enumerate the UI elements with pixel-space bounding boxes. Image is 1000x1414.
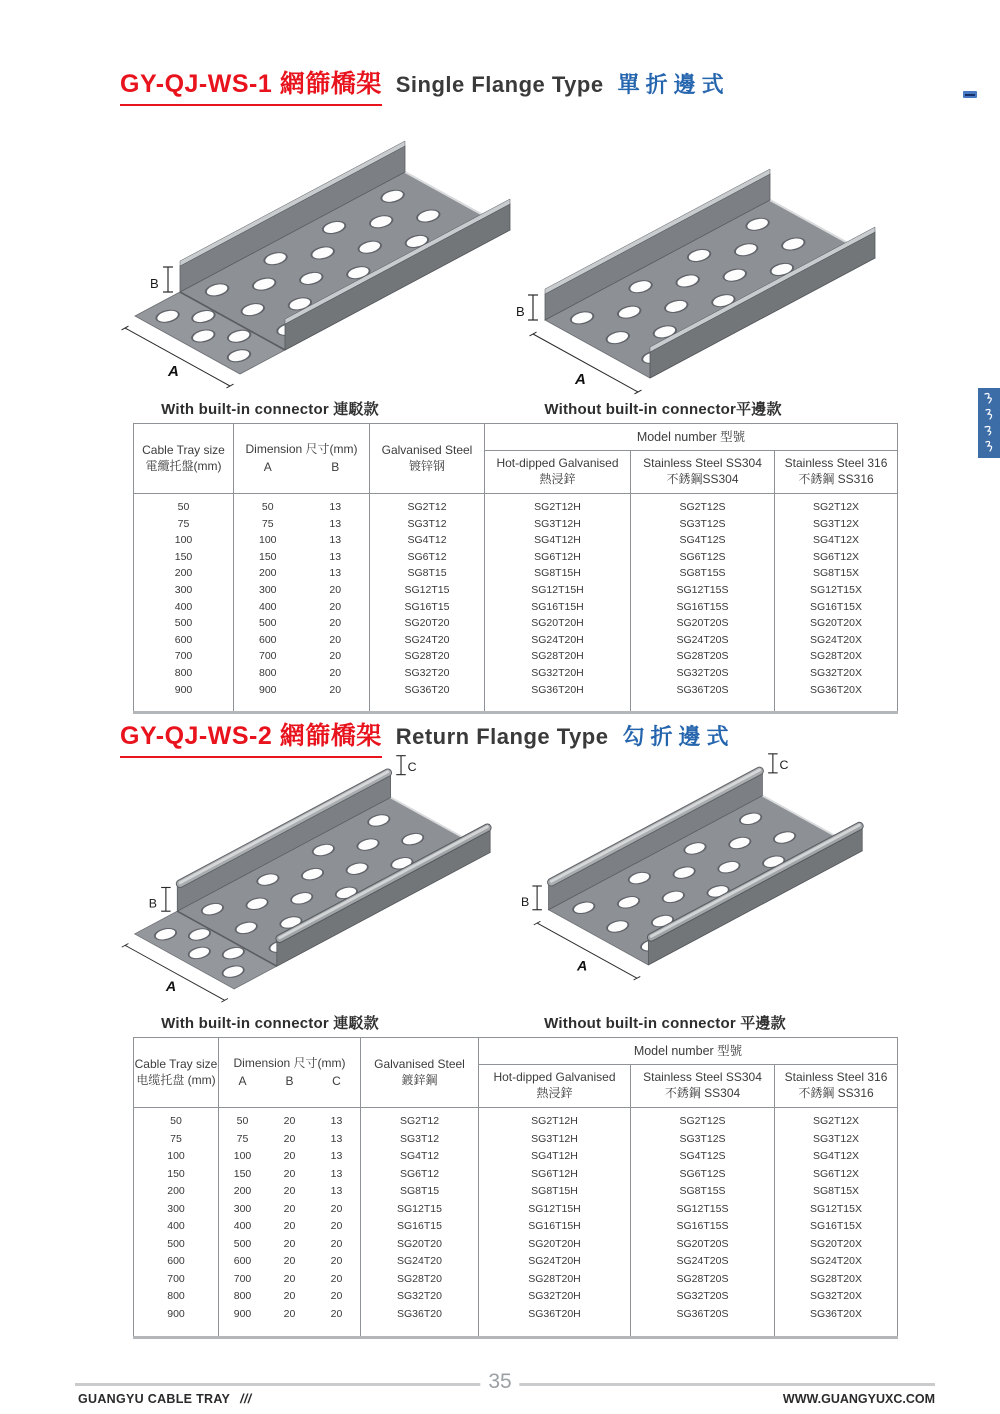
dim-label-a: A bbox=[577, 958, 588, 975]
galvanised-cell: SG8T15 bbox=[361, 1183, 479, 1201]
table-row bbox=[134, 599, 898, 616]
dimension-cell: 600 20 20 bbox=[219, 1253, 361, 1271]
tray-drawing-return-flange-no-connector bbox=[520, 750, 886, 983]
dimension-cell: 800 20 20 bbox=[219, 1288, 361, 1306]
ss316-cell: SG8T15X bbox=[812, 567, 860, 580]
size-cell: 600 bbox=[134, 632, 234, 649]
hot-dipped-cell: SG12T15H bbox=[485, 582, 631, 599]
dim-label-a: A bbox=[575, 371, 586, 388]
hot-dipped-cell: SG36T20H bbox=[479, 1306, 631, 1338]
header-hot-dipped: Hot-dipped Galvanised 熱浸鋅 bbox=[479, 1065, 631, 1108]
table-row bbox=[134, 1201, 898, 1219]
table-row bbox=[134, 1218, 898, 1236]
hot-dipped-cell: SG2T12H bbox=[485, 494, 631, 516]
dimension-cell: 700 20 20 bbox=[219, 1271, 361, 1289]
ss316-cell: SG3T12X bbox=[812, 517, 860, 530]
size-cell: 150 bbox=[134, 549, 234, 566]
caption-with-connector: With built-in connector 連駁款 bbox=[161, 1015, 379, 1032]
dimension-cell: 300 20 20 bbox=[219, 1201, 361, 1219]
size-cell: 200 bbox=[134, 1183, 219, 1201]
ss316-cell: SG36T20X bbox=[810, 683, 862, 696]
hot-dipped-cell: SG3T12H bbox=[479, 1131, 631, 1149]
table-row bbox=[134, 1131, 898, 1149]
table-row bbox=[134, 1271, 898, 1289]
dimension-cell: 200 20 13 bbox=[219, 1183, 361, 1201]
ss316-cell: SG32T20X bbox=[810, 666, 862, 679]
dimension-b-mark bbox=[532, 886, 542, 910]
spec-table-ws2 bbox=[133, 1037, 898, 1339]
size-cell: 50 bbox=[134, 1108, 219, 1131]
dimension-cell: 800 20 bbox=[234, 665, 370, 682]
ss316-cell: SG3T12X bbox=[812, 1132, 860, 1145]
galvanised-cell: SG12T15 bbox=[370, 582, 485, 599]
header-galvanised-steel: Galvanised Steel 镀锌钢 bbox=[370, 424, 485, 494]
size-cell: 400 bbox=[134, 1218, 219, 1236]
ss304-cell: SG2T12S bbox=[631, 1108, 775, 1131]
ss316-cell: SG28T20X bbox=[810, 650, 862, 663]
ss304-cell: SG16T15S bbox=[631, 1218, 775, 1236]
dimension-cell: 150 20 13 bbox=[219, 1166, 361, 1184]
ss304-cell: SG16T15S bbox=[631, 599, 775, 616]
size-cell: 700 bbox=[134, 648, 234, 665]
size-cell: 500 bbox=[134, 1236, 219, 1254]
ss316-cell: SG24T20X bbox=[810, 1255, 862, 1267]
table-row bbox=[134, 516, 898, 533]
dimension-cell: 400 20 bbox=[234, 599, 370, 616]
dim-label-a: A bbox=[168, 363, 179, 380]
ss316-cell: SG4T12X bbox=[812, 534, 860, 547]
corner-dash-mark bbox=[963, 91, 977, 98]
size-cell: 400 bbox=[134, 599, 234, 616]
ss316-cell: SG20T20X bbox=[810, 1237, 862, 1250]
side-index-tab bbox=[978, 388, 1000, 458]
ss316-cell: SG20T20X bbox=[810, 617, 862, 630]
ss304-cell: SG20T20S bbox=[631, 615, 775, 632]
ss304-cell: SG4T12S bbox=[631, 532, 775, 549]
dimension-cell: 200 13 bbox=[234, 565, 370, 582]
hot-dipped-cell: SG12T15H bbox=[479, 1201, 631, 1219]
ss304-cell: SG6T12S bbox=[631, 549, 775, 566]
hot-dipped-cell: SG4T12H bbox=[479, 1148, 631, 1166]
ss316-cell: SG16T15X bbox=[810, 600, 862, 613]
ss304-cell: SG28T20S bbox=[631, 648, 775, 665]
size-cell: 800 bbox=[134, 665, 234, 682]
hot-dipped-cell: SG4T12H bbox=[485, 532, 631, 549]
ss316-cell: SG36T20X bbox=[810, 1307, 862, 1320]
galvanised-cell: SG8T15 bbox=[370, 565, 485, 582]
caption-without-connector: Without built-in connector平邊款 bbox=[544, 401, 782, 418]
table-row bbox=[134, 494, 898, 516]
table-row bbox=[134, 682, 898, 713]
footer-slash-marks: /// bbox=[240, 1392, 252, 1406]
dimension-b-mark bbox=[163, 267, 173, 292]
galvanised-cell: SG28T20 bbox=[370, 648, 485, 665]
galvanised-cell: SG4T12 bbox=[361, 1148, 479, 1166]
galvanised-cell: SG3T12 bbox=[361, 1131, 479, 1149]
dimension-cell: 400 20 20 bbox=[219, 1218, 361, 1236]
size-cell: 75 bbox=[134, 516, 234, 533]
header-galvanised-steel: Galvanised Steel 鍍鋅鋼 bbox=[361, 1038, 479, 1108]
spec-table-ws2-body bbox=[134, 1108, 898, 1338]
table-row bbox=[134, 1148, 898, 1166]
galvanised-cell: SG2T12 bbox=[361, 1108, 479, 1131]
galvanised-cell: SG2T12 bbox=[370, 494, 485, 516]
ss304-cell: SG4T12S bbox=[631, 1148, 775, 1166]
dimension-cell: 100 13 bbox=[234, 532, 370, 549]
hot-dipped-cell: SG16T15H bbox=[485, 599, 631, 616]
galvanised-cell: SG20T20 bbox=[370, 615, 485, 632]
dimension-cell: 300 20 bbox=[234, 582, 370, 599]
section1-type-cn: 單折邊式 bbox=[617, 72, 730, 97]
header-cable-tray-size: Cable Tray size 电缆托盘 (mm) bbox=[134, 1038, 219, 1108]
galvanised-cell: SG16T15 bbox=[361, 1218, 479, 1236]
size-cell: 900 bbox=[134, 1306, 219, 1338]
ss316-cell: SG2T12X bbox=[812, 501, 860, 513]
hot-dipped-cell: SG32T20H bbox=[485, 665, 631, 682]
size-cell: 100 bbox=[134, 1148, 219, 1166]
ss316-cell: SG2T12X bbox=[812, 1115, 860, 1127]
table-row bbox=[134, 1253, 898, 1271]
dimension-b-mark bbox=[161, 887, 170, 911]
hot-dipped-cell: SG24T20H bbox=[479, 1253, 631, 1271]
galvanised-cell: SG24T20 bbox=[361, 1253, 479, 1271]
hot-dipped-cell: SG8T15H bbox=[485, 565, 631, 582]
dimension-cell: 75 20 13 bbox=[219, 1131, 361, 1149]
side-tab-script-marks bbox=[978, 388, 1000, 458]
ss304-cell: SG32T20S bbox=[631, 1288, 775, 1306]
galvanised-cell: SG24T20 bbox=[370, 632, 485, 649]
ss316-cell: SG6T12X bbox=[812, 1167, 860, 1180]
table-row bbox=[134, 632, 898, 649]
ss304-cell: SG6T12S bbox=[631, 1166, 775, 1184]
galvanised-cell: SG32T20 bbox=[361, 1288, 479, 1306]
tray-drawing-return-flange-with-connector bbox=[120, 750, 500, 1006]
ss316-cell: SG28T20X bbox=[810, 1272, 862, 1285]
dimension-cell: 500 20 20 bbox=[219, 1236, 361, 1254]
ss304-cell: SG20T20S bbox=[631, 1236, 775, 1254]
hot-dipped-cell: SG16T15H bbox=[479, 1218, 631, 1236]
dimension-cell: 900 20 20 bbox=[219, 1306, 361, 1338]
table-row bbox=[134, 1306, 898, 1338]
ss304-cell: SG24T20S bbox=[631, 632, 775, 649]
table-row bbox=[134, 1288, 898, 1306]
dimension-b-mark bbox=[528, 295, 538, 320]
table-row bbox=[134, 615, 898, 632]
ss316-cell: SG32T20X bbox=[810, 1290, 862, 1302]
section1-type-en: Single Flange Type bbox=[395, 72, 604, 97]
dim-label-c: C bbox=[779, 758, 789, 773]
header-dimension: Dimension 尺寸(mm) A B bbox=[234, 424, 370, 494]
dimension-c-mark bbox=[768, 754, 778, 773]
header-hot-dipped: Hot-dipped Galvanised 熱浸鋅 bbox=[485, 451, 631, 494]
table-row bbox=[134, 549, 898, 566]
dim-label-b: B bbox=[148, 896, 158, 911]
ss304-cell: SG2T12S bbox=[631, 494, 775, 516]
dimension-cell: 50 20 13 bbox=[219, 1108, 361, 1131]
table-row bbox=[134, 582, 898, 599]
galvanised-cell: SG32T20 bbox=[370, 665, 485, 682]
hot-dipped-cell: SG6T12H bbox=[485, 549, 631, 566]
section2-model-code: GY-QJ-WS-2 網篩橋架 bbox=[120, 716, 382, 758]
header-ss304: Stainless Steel SS304 不銹鋼SS304 bbox=[631, 451, 775, 494]
galvanised-cell: SG4T12 bbox=[370, 532, 485, 549]
dimension-cell: 700 20 bbox=[234, 648, 370, 665]
hot-dipped-cell: SG24T20H bbox=[485, 632, 631, 649]
galvanised-cell: SG3T12 bbox=[370, 516, 485, 533]
ss304-cell: SG28T20S bbox=[631, 1271, 775, 1289]
ss304-cell: SG12T15S bbox=[631, 582, 775, 599]
table-row bbox=[134, 665, 898, 682]
ss316-cell: SG24T20X bbox=[810, 633, 862, 646]
caption-with-connector: With built-in connector 連駁款 bbox=[161, 401, 379, 418]
size-cell: 300 bbox=[134, 1201, 219, 1219]
ss316-cell: SG12T15X bbox=[810, 583, 862, 596]
dimension-cell: 75 13 bbox=[234, 516, 370, 533]
dim-label-a: A bbox=[165, 978, 177, 995]
size-cell: 100 bbox=[134, 532, 234, 549]
dimension-c-mark bbox=[396, 756, 405, 775]
ss316-cell: SG6T12X bbox=[812, 550, 860, 563]
ss304-cell: SG3T12S bbox=[631, 1131, 775, 1149]
galvanised-cell: SG28T20 bbox=[361, 1271, 479, 1289]
caption-without-connector: Without built-in connector 平邊款 bbox=[544, 1015, 786, 1032]
section2-type-en: Return Flange Type bbox=[395, 724, 609, 749]
table-row bbox=[134, 1236, 898, 1254]
hot-dipped-cell: SG28T20H bbox=[479, 1271, 631, 1289]
ss304-cell: SG3T12S bbox=[631, 516, 775, 533]
hot-dipped-cell: SG8T15H bbox=[479, 1183, 631, 1201]
size-cell: 800 bbox=[134, 1288, 219, 1306]
size-cell: 700 bbox=[134, 1271, 219, 1289]
hot-dipped-cell: SG3T12H bbox=[485, 516, 631, 533]
dimension-cell: 150 13 bbox=[234, 549, 370, 566]
dimension-cell: 100 20 13 bbox=[219, 1148, 361, 1166]
footer-website: WWW.GUANGYUXC.COM bbox=[782, 1392, 935, 1406]
footer-company: GUANGYU CABLE TRAY /// bbox=[78, 1392, 252, 1406]
ss316-cell: SG16T15X bbox=[810, 1220, 862, 1232]
dim-label-c: C bbox=[407, 759, 417, 774]
hot-dipped-cell: SG28T20H bbox=[485, 648, 631, 665]
tray-drawing-single-flange-with-connector bbox=[120, 122, 520, 392]
ss304-cell: SG36T20S bbox=[631, 682, 775, 713]
section2-type-cn: 勾折邊式 bbox=[622, 724, 735, 749]
header-dimension: Dimension 尺寸(mm) A B C bbox=[219, 1038, 361, 1108]
dim-label-b: B bbox=[150, 276, 159, 291]
dimension-cell: 900 20 bbox=[234, 682, 370, 713]
size-cell: 75 bbox=[134, 1131, 219, 1149]
spec-table-ws1-body bbox=[134, 494, 898, 713]
hot-dipped-cell: SG6T12H bbox=[479, 1166, 631, 1184]
dimension-cell: 600 20 bbox=[234, 632, 370, 649]
galvanised-cell: SG36T20 bbox=[370, 682, 485, 713]
hot-dipped-cell: SG20T20H bbox=[479, 1236, 631, 1254]
table-row bbox=[134, 532, 898, 549]
ss304-cell: SG8T15S bbox=[631, 1183, 775, 1201]
size-cell: 600 bbox=[134, 1253, 219, 1271]
galvanised-cell: SG20T20 bbox=[361, 1236, 479, 1254]
table-row bbox=[134, 1108, 898, 1131]
hot-dipped-cell: SG36T20H bbox=[485, 682, 631, 713]
size-cell: 200 bbox=[134, 565, 234, 582]
header-ss316: Stainless Steel 316 不銹鋼 SS316 bbox=[775, 451, 898, 494]
size-cell: 900 bbox=[134, 682, 234, 713]
header-model-number: Model number 型號 bbox=[479, 1038, 898, 1065]
ss304-cell: SG12T15S bbox=[631, 1201, 775, 1219]
spec-table-ws1 bbox=[133, 423, 898, 714]
galvanised-cell: SG6T12 bbox=[361, 1166, 479, 1184]
page-number: 35 bbox=[480, 1370, 519, 1394]
table-row bbox=[134, 565, 898, 582]
galvanised-cell: SG6T12 bbox=[370, 549, 485, 566]
table-row bbox=[134, 1183, 898, 1201]
header-cable-tray-size: Cable Tray size 電纜托盤(mm) bbox=[134, 424, 234, 494]
galvanised-cell: SG16T15 bbox=[370, 599, 485, 616]
hot-dipped-cell: SG2T12H bbox=[479, 1108, 631, 1131]
ss304-cell: SG32T20S bbox=[631, 665, 775, 682]
header-model-number: Model number 型號 bbox=[485, 424, 898, 451]
ss316-cell: SG8T15X bbox=[812, 1185, 860, 1197]
dim-label-b: B bbox=[516, 304, 525, 319]
dimension-cell: 500 20 bbox=[234, 615, 370, 632]
ss316-cell: SG12T15X bbox=[810, 1202, 862, 1215]
dimension-cell: 50 13 bbox=[234, 494, 370, 516]
hot-dipped-cell: SG20T20H bbox=[485, 615, 631, 632]
size-cell: 300 bbox=[134, 582, 234, 599]
dim-label-b: B bbox=[520, 894, 530, 909]
galvanised-cell: SG36T20 bbox=[361, 1306, 479, 1338]
galvanised-cell: SG12T15 bbox=[361, 1201, 479, 1219]
section1-model-code: GY-QJ-WS-1 網篩橋架 bbox=[120, 64, 382, 106]
size-cell: 500 bbox=[134, 615, 234, 632]
header-ss304: Stainless Steel SS304 不銹鋼 SS304 bbox=[631, 1065, 775, 1108]
size-cell: 150 bbox=[134, 1166, 219, 1184]
ss304-cell: SG36T20S bbox=[631, 1306, 775, 1338]
table-row bbox=[134, 1166, 898, 1184]
hot-dipped-cell: SG32T20H bbox=[479, 1288, 631, 1306]
ss304-cell: SG8T15S bbox=[631, 565, 775, 582]
ss316-cell: SG4T12X bbox=[812, 1150, 860, 1162]
table-row bbox=[134, 648, 898, 665]
ss304-cell: SG24T20S bbox=[631, 1253, 775, 1271]
section1-title bbox=[120, 64, 730, 106]
tray-drawing-single-flange-no-connector bbox=[515, 152, 900, 397]
header-ss316: Stainless Steel 316 不銹鋼 SS316 bbox=[775, 1065, 898, 1108]
size-cell: 50 bbox=[134, 494, 234, 516]
